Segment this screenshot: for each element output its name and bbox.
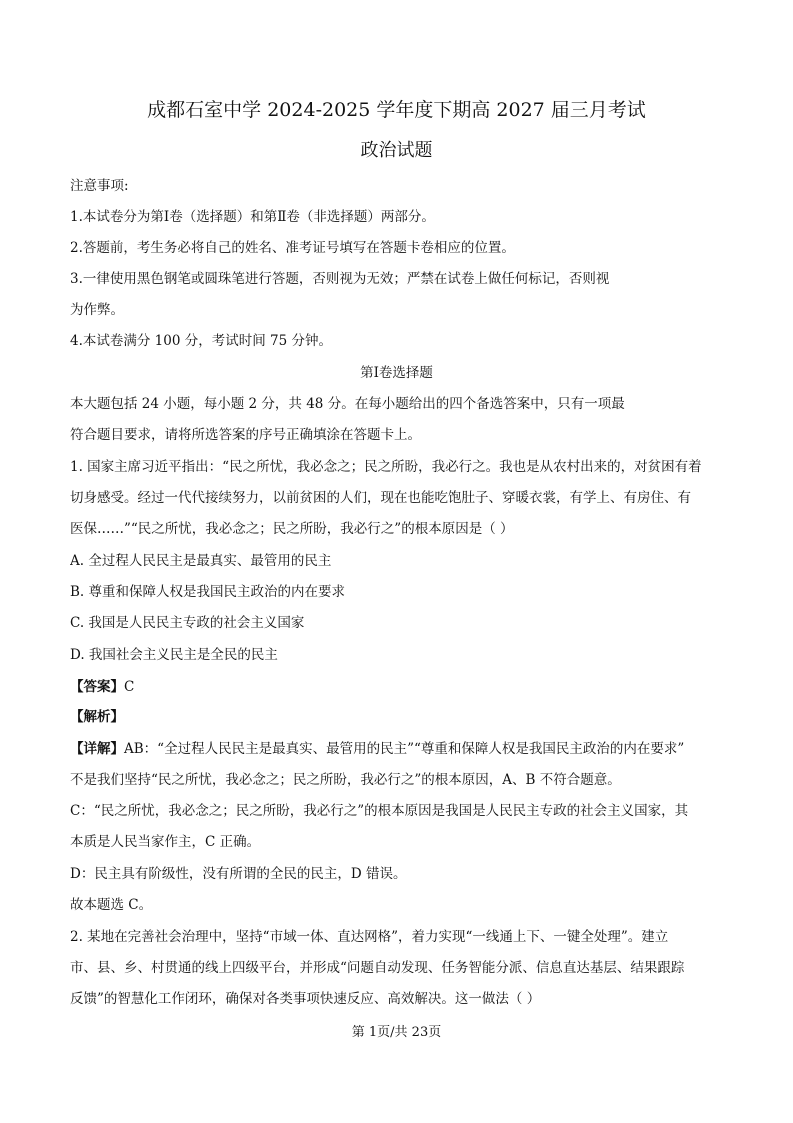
page-subtitle: 政治试题 [360, 140, 433, 161]
notice-item: 为作弊。 [70, 302, 124, 318]
q1-detail: 故本题选 C。 [70, 897, 153, 913]
q2-stem: 市、县、乡、村贯通的线上四级平台，并形成“问题自动发现、任务智能分派、信息直达基层、结果跟踪 [70, 960, 685, 976]
section-intro: 本大题包括 24 小题，每小题 2 分，共 48 分。在每小题给出的四个备选答案中，只有一项最 [70, 396, 625, 412]
q1-detail: D：民主具有阶级性，没有所谓的全民的民主，D 错误。 [70, 866, 407, 882]
q1-option-b: B. 尊重和保障人权是我国民主政治的内在要求 [70, 584, 346, 600]
q1-stem: 1. 国家主席习近平指出：“民之所忧，我必念之；民之所盼，我必行之。我也是从农村出来的，对贫困有着 [70, 459, 702, 475]
q2-stem: 2. 某地在完善社会治理中，坚持“市域一体、直达网格”，着力实现“一线通上下、一键全处理”。建立 [70, 929, 669, 945]
q1-stem: 医保……”“民之所忧，我必念之；民之所盼，我必行之”的根本原因是（ ） [70, 521, 514, 537]
q1-option-c: C. 我国是人民民主专政的社会主义国家 [70, 615, 305, 631]
answer-value: C [124, 679, 135, 695]
q1-option-a: A. 全过程人民民主是最真实、最管用的民主 [70, 553, 332, 569]
q1-detail: 不是我们坚持“民之所忧，我必念之；民之所盼，我必行之”的根本原因，A、B 不符合题意。 [70, 772, 621, 788]
q1-detail: 本质是人民当家作主，C 正确。 [70, 834, 261, 850]
q1-detail [70, 739, 730, 759]
q1-analysis-label: 【解析】 [70, 709, 124, 725]
q1-option-d: D. 我国社会主义民主是全民的民主 [70, 647, 278, 663]
notice-item: 4.本试卷满分 100 分，考试时间 75 分钟。 [70, 333, 332, 349]
page-number: 第 1页/共 23页 [351, 1025, 442, 1040]
notice-heading: 注意事项: [70, 178, 129, 194]
q2-stem: 反馈”的智慧化工作闭环，确保对各类事项快速反应、高效解决。这一做法（ ） [70, 991, 541, 1007]
q1-answer [70, 677, 730, 697]
detail-line: AB：“全过程人民民主是最真实、最管用的民主”“尊重和保障人权是我国民主政治的内在要求” [124, 741, 685, 757]
q1-detail: C：“民之所忧，我必念之；民之所盼，我必行之”的根本原因是我国是人民民主专政的社会主义国家，其 [70, 803, 689, 819]
page-title: 成都石室中学 2024-2025 学年度下期高 2027 届三月考试 [147, 99, 646, 121]
notice-item: 1.本试卷分为第Ⅰ卷（选择题）和第Ⅱ卷（非选择题）两部分。 [70, 209, 435, 225]
section-intro: 符合题目要求，请将所选答案的序号正确填涂在答题卡上。 [70, 427, 421, 443]
notice-item: 2.答题前，考生务必将自己的姓名、准考证号填写在答题卡卷相应的位置。 [70, 240, 515, 256]
detail-label: 【详解】 [70, 741, 124, 757]
q1-stem: 切身感受。经过一代代接续努力，以前贫困的人们，现在也能吃饱肚子、穿暖衣裳，有学上、有房住、有 [70, 490, 691, 506]
notice-item: 3.一律使用黑色钢笔或圆珠笔进行答题，否则视为无效；严禁在试卷上做任何标记，否则视 [70, 271, 610, 287]
answer-label: 【答案】 [70, 679, 124, 695]
section-title: 第Ⅰ卷选择题 [360, 365, 433, 381]
